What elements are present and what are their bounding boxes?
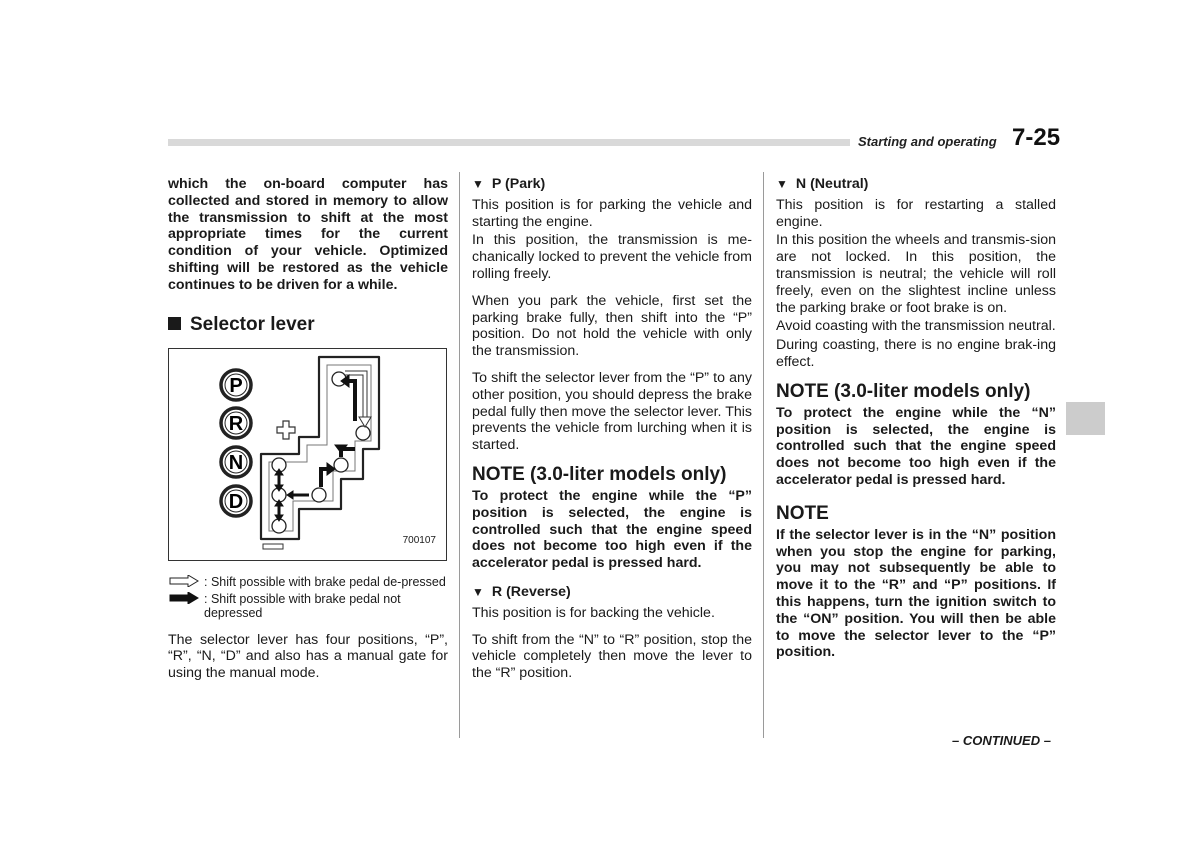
reverse-heading <box>472 584 752 601</box>
note-heading: NOTE <box>776 502 829 524</box>
legend-text: : Shift possible with brake pedal de-pressed <box>204 574 446 589</box>
column-divider <box>459 172 460 738</box>
column-3 <box>776 176 1056 668</box>
page-number: 7-25 <box>1012 124 1061 151</box>
outline-arrow-icon <box>168 575 202 590</box>
plus-icon <box>277 421 295 439</box>
legend-item <box>168 592 448 620</box>
neutral-paragraph: Avoid coasting with the transmission neutral. <box>776 318 1056 335</box>
park-heading <box>472 176 752 193</box>
continued-label: – CONTINUED – <box>952 733 1051 748</box>
neutral-heading <box>776 176 1056 193</box>
neutral-paragraph: This position is for restarting a stalled engine. <box>776 196 1056 230</box>
manual-gate-marker <box>263 544 283 549</box>
triangle-bullet-icon: ▼ <box>472 177 484 191</box>
park-paragraph: To shift the selector lever from the “P” to any other position, you should depress the brake pedal fully then move the selector lever. This prevents the vehicle from lurching when it is started. <box>472 369 752 454</box>
selector-lever-heading <box>168 314 448 336</box>
park-heading-text: P (Park) <box>491 176 546 192</box>
letter-r: R <box>228 412 244 435</box>
column-1 <box>168 176 448 689</box>
letter-d: D <box>228 490 244 513</box>
section-title-header: Starting and operating <box>858 134 997 149</box>
note-text: To protect the engine while the “P” position is selected, the engine is controlled such that the engine speed does not become too high even if the accelerator pedal is pressed hard. <box>472 487 752 572</box>
selector-lever-heading-text: Selector lever <box>190 313 315 335</box>
square-bullet-icon <box>168 317 181 330</box>
park-paragraph: When you park the vehicle, first set the parking brake fully, then shift into the “P” position. Do not hold the vehicle with only the transmission. <box>472 292 752 360</box>
park-paragraph: In this position, the transmission is me-chanically locked to prevent the vehicle from rolling freely. <box>472 232 752 282</box>
note-heading: NOTE (3.0-liter models only) <box>472 463 727 485</box>
gate-diagram <box>169 349 446 560</box>
legend-text: : Shift possible with brake pedal not depressed <box>204 591 401 620</box>
figure-code: 700107 <box>402 534 436 546</box>
triangle-bullet-icon: ▼ <box>472 584 484 599</box>
park-paragraph: This position is for parking the vehicle and starting the engine. <box>472 196 752 230</box>
selector-lever-body: The selector lever has four positions, “P”, “R”, “N, “D” and also has a manual gate for using the manual mode. <box>168 631 448 682</box>
neutral-paragraph: In this position the wheels and transmis-sion are not locked. In this position, the transmission is neutral; the vehicle will roll freely, even on the slightest incline unless the parking brake or foot brake is on. <box>776 232 1056 316</box>
figure-legend <box>168 575 448 620</box>
note-text: If the selector lever is in the “N” position when you stop the engine for parking, you may not subsequently be able to move it to the “R” and “P” positions. If this happens, turn the ignition switch to the “ON” position. You will then be able to move the selector lever to the “P” position. <box>776 526 1056 661</box>
column-divider <box>763 172 764 738</box>
chapter-tab <box>1066 402 1105 435</box>
column-2 <box>472 176 752 689</box>
letter-p: P <box>229 374 243 397</box>
legend-item <box>168 575 448 590</box>
note-heading: NOTE (3.0-liter models only) <box>776 380 1031 402</box>
position-letters <box>221 370 251 516</box>
intro-paragraph: which the on-board computer has collected and stored in memory to allow the transmission to shift at the most appropriate times for the current condition of your vehicle. Optimized shifting will be restored as the vehicle continues to be driven for a while. <box>168 176 448 293</box>
neutral-heading-text: N (Neutral) <box>795 176 869 192</box>
header-rule <box>168 139 850 146</box>
triangle-bullet-icon: ▼ <box>776 177 788 191</box>
solid-arrow-icon <box>168 592 202 620</box>
note-text: To protect the engine while the “N” position is selected, the engine is controlled such that the engine speed does not become too high even if the accelerator pedal is pressed hard. <box>776 404 1056 488</box>
letter-n: N <box>228 451 244 474</box>
selector-lever-figure <box>168 348 447 561</box>
neutral-paragraph: During coasting, there is no engine brak-ing effect. <box>776 337 1056 370</box>
reverse-heading-text: R (Reverse) <box>491 583 571 600</box>
reverse-paragraph: This position is for backing the vehicle. <box>472 604 715 621</box>
reverse-paragraph: To shift from the “N” to “R” position, stop the vehicle completely then move the lever to the “R” position. <box>472 631 752 682</box>
